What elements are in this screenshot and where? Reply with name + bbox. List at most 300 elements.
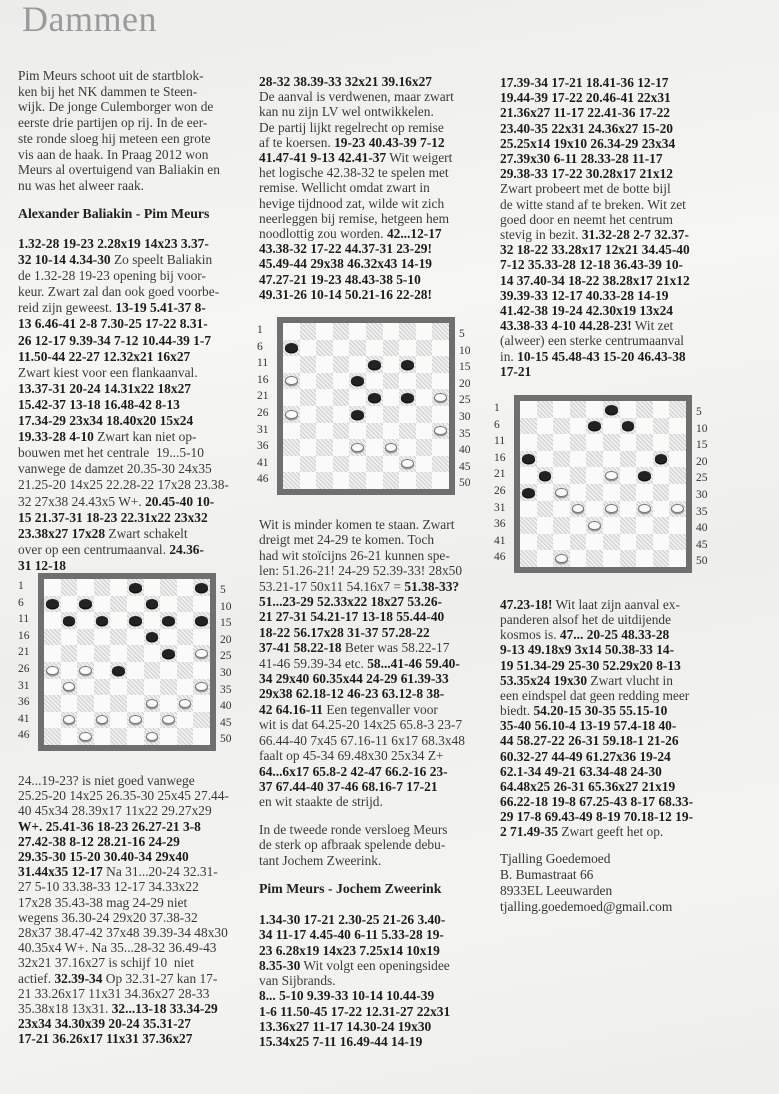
game1-continuation	[259, 74, 454, 302]
light-square	[620, 434, 637, 451]
square-number-label: 25	[220, 650, 232, 663]
light-square	[283, 323, 300, 340]
dark-square	[366, 423, 383, 440]
light-square	[144, 712, 161, 729]
dark-square	[416, 439, 433, 456]
white-piece	[285, 376, 298, 385]
commentary-text: Wit is minder komen te staan. Zwart dreigt met 24-29 te komen. Toch had wit stoïcijns 26-21 kunnen spe- len: 51.26-21! 24-29 52.39-33! 28x50 53.21-17 50x11 54.16x7 =	[259, 517, 463, 594]
black-piece	[162, 649, 175, 658]
light-square	[653, 467, 670, 484]
black-piece	[351, 410, 364, 419]
dark-square	[333, 356, 350, 373]
white-piece	[588, 521, 601, 530]
light-square	[399, 373, 416, 390]
white-piece	[555, 488, 568, 497]
light-square	[620, 401, 637, 418]
dark-square	[44, 695, 61, 712]
dark-square	[653, 418, 670, 435]
light-square	[110, 645, 127, 662]
light-square	[366, 439, 383, 456]
light-square	[432, 472, 449, 489]
dark-square	[349, 472, 366, 489]
game1-moves	[18, 236, 229, 574]
light-square	[160, 629, 177, 646]
light-square	[283, 389, 300, 406]
square-number-label: 26	[18, 663, 30, 675]
black-piece	[46, 599, 59, 608]
light-square	[144, 579, 161, 596]
light-square	[61, 728, 78, 745]
author-city: 8933EL Leeuwarden	[500, 883, 613, 898]
commentary-text: Zo speelt Baliakin de 1.32-28 19-23 opening bij voor- keur. Zwart zal dan ook goed voorbe- reid zijn geweest.	[18, 252, 220, 316]
light-square	[553, 401, 570, 418]
light-square	[316, 356, 333, 373]
move-notation: 19-23 40.43-39 7-12 41.47-41 9-13 42.41-37	[259, 134, 445, 166]
square-number-label: 30	[220, 667, 232, 679]
light-square	[177, 612, 194, 629]
light-square	[636, 451, 653, 468]
light-square	[127, 596, 144, 613]
game2-continuation	[500, 75, 690, 379]
light-square	[603, 517, 620, 534]
light-square	[283, 456, 300, 473]
commentary-text: Zwart schakelt over op een centrumaanval.	[18, 525, 188, 557]
black-piece	[162, 616, 175, 625]
commentary-text: Pim Meurs schoot uit de startblok- ken bij het NK dammen te Steen- wijk. De jonge Culemborger won de eerste drie partijen op rij. In de eer- ste ronde sloeg hij meteen een grote vis aan de haak. In Praag 2012 won Meurs al overtuigend van Baliakin en nu was het alweer raak.	[18, 68, 220, 193]
light-square	[636, 517, 653, 534]
square-number-label: 40	[696, 522, 708, 535]
dark-square	[653, 517, 670, 534]
square-number-label: 50	[696, 555, 708, 568]
move-notation: 54.20-15 30-35 55.15-10 35-40 56.10-4 13-19 57.4-18 40- 44 58.27-22 26-31 59.18-1 21-26 60.32-27 44-49 61.27x36 19-24 62.1-34 49-21 63.34-48 24-30 64.48x25 26-31 65.36x27 21x19 66.22-18 19-8 67.25-43 8-17 68.33- 29 17-8 69.43-49 8-19 70.18-12 19- 2 71.49-35	[500, 703, 694, 840]
dark-square	[620, 550, 637, 567]
light-square	[300, 340, 317, 357]
black-piece	[195, 616, 208, 625]
dark-square	[603, 534, 620, 551]
light-square	[316, 389, 333, 406]
square-number-label: 1	[494, 402, 500, 414]
light-square	[399, 472, 416, 489]
dark-square	[160, 679, 177, 696]
dark-square	[586, 451, 603, 468]
light-square	[603, 484, 620, 501]
dark-square	[537, 401, 554, 418]
white-piece	[605, 471, 618, 480]
light-square	[44, 579, 61, 596]
commentary-text: Zwart geeft het op.	[558, 824, 664, 840]
light-square	[333, 406, 350, 423]
light-square	[144, 612, 161, 629]
white-piece	[195, 649, 208, 658]
light-square	[366, 406, 383, 423]
light-square	[160, 695, 177, 712]
square-number-label: 21	[494, 468, 506, 481]
light-square	[383, 323, 400, 340]
square-number-label: 31	[494, 501, 506, 514]
white-piece	[605, 504, 618, 513]
light-square	[653, 534, 670, 551]
white-piece	[638, 504, 651, 513]
dark-square	[300, 456, 317, 473]
light-square	[520, 467, 537, 484]
light-square	[653, 434, 670, 451]
dark-square	[300, 389, 317, 406]
light-square	[127, 695, 144, 712]
dark-square	[77, 695, 94, 712]
black-piece	[368, 393, 381, 402]
square-number-label: 10	[459, 344, 471, 357]
dark-square	[94, 679, 111, 696]
light-square	[193, 629, 210, 646]
white-piece	[285, 410, 298, 419]
dark-square	[432, 323, 449, 340]
dark-square	[77, 629, 94, 646]
light-square	[570, 517, 587, 534]
light-square	[603, 451, 620, 468]
light-square	[333, 472, 350, 489]
square-number-label: 45	[696, 538, 708, 551]
square-number-label: 40	[459, 444, 471, 457]
light-square	[127, 728, 144, 745]
light-square	[537, 484, 554, 501]
game1-heading: Alexander Baliakin - Pim Meurs	[18, 206, 210, 221]
draughts-board	[38, 573, 216, 751]
move-notation: 32.39-34	[54, 970, 103, 986]
move-notation: 64...6x17 65.8-2 42-47 66.2-16 23- 37 67.44-40 37-46 68.16-7 17-21	[259, 763, 448, 794]
light-square	[520, 434, 537, 451]
black-piece	[522, 488, 535, 497]
light-square	[399, 439, 416, 456]
dark-square	[349, 340, 366, 357]
light-square	[553, 434, 570, 451]
dark-square	[61, 579, 78, 596]
square-number-label: 5	[459, 328, 465, 340]
light-square	[416, 456, 433, 473]
square-number-label: 41	[257, 456, 269, 469]
game2-moves	[259, 912, 450, 1050]
dark-square	[399, 423, 416, 440]
black-piece	[195, 583, 208, 592]
dark-square	[110, 596, 127, 613]
square-number-label: 11	[494, 435, 506, 448]
dark-square	[316, 406, 333, 423]
square-number-label: 15	[696, 439, 708, 452]
light-square	[570, 451, 587, 468]
dark-square	[160, 579, 177, 596]
dark-square	[61, 645, 78, 662]
move-notation: 20.45-40 10- 15 21.37-31 18-23 22.31x22 23x32 23.38x27 17x28	[18, 493, 215, 541]
dark-square	[603, 434, 620, 451]
dark-square	[416, 340, 433, 357]
light-square	[61, 629, 78, 646]
light-square	[94, 728, 111, 745]
square-number-label: 46	[494, 551, 506, 564]
author-street: B. Bumastraat 66	[500, 867, 594, 882]
move-notation: 1.32-28 19-23 2.28x19 14x23 3.37- 32 10-14 4.34-30	[18, 236, 209, 268]
light-square	[77, 679, 94, 696]
commentary-text: De aanval is verdwenen, maar zwart kan nu zijn LV wel ontwikkelen. De partij lijkt regelrecht op remise af te koersen.	[259, 89, 454, 150]
square-number-label: 6	[18, 596, 24, 609]
light-square	[300, 373, 317, 390]
light-square	[620, 501, 637, 518]
light-square	[520, 501, 537, 518]
square-number-label: 46	[18, 729, 30, 742]
dark-square	[620, 451, 637, 468]
square-number-label: 35	[220, 683, 232, 696]
black-piece	[368, 360, 381, 369]
square-number-label: 36	[494, 518, 506, 531]
dark-square	[44, 629, 61, 646]
author-name: Tjalling Goedemoed	[500, 851, 611, 866]
light-square	[570, 418, 587, 435]
dark-square	[300, 423, 317, 440]
black-piece	[129, 583, 142, 592]
light-square	[586, 401, 603, 418]
square-number-label: 30	[696, 489, 708, 501]
game1-analysis	[18, 773, 229, 1047]
black-piece	[285, 343, 298, 352]
light-square	[349, 356, 366, 373]
dark-square	[383, 472, 400, 489]
author-email[interactable]: tjalling.goedemoed@gmail.com	[500, 899, 673, 914]
white-piece	[79, 732, 92, 741]
dark-square	[366, 323, 383, 340]
light-square	[383, 389, 400, 406]
dark-square	[283, 439, 300, 456]
dark-square	[653, 484, 670, 501]
move-notation: 42...12-17 43.38-32 17-22 44.37-31 23-29! 45.49-44 29x38 46.32x43 14-19 47.27-21 19-23 48.43-38 5-10 49.31-26 10-14 50.21-16 22-28!	[259, 226, 442, 302]
commentary-text: Zwart kiest voor een flankaanval.	[18, 364, 198, 380]
square-number-label: 45	[220, 716, 232, 729]
square-number-label: 41	[18, 712, 30, 725]
dark-square	[144, 662, 161, 679]
light-square	[193, 695, 210, 712]
black-piece	[401, 360, 414, 369]
game1-ending	[259, 517, 465, 810]
square-number-label: 20	[459, 377, 471, 390]
black-piece	[129, 616, 142, 625]
light-square	[669, 550, 686, 567]
light-square	[333, 340, 350, 357]
move-notation: 32...13-18 33.34-29 23x34 34.30x39 20-24 35.31-27 17-21 36.26x17 11x31 37.36x27	[18, 1001, 218, 1047]
dark-square	[620, 517, 637, 534]
dark-square	[553, 517, 570, 534]
black-piece	[539, 471, 552, 480]
light-square	[94, 695, 111, 712]
light-square	[537, 451, 554, 468]
dark-square	[636, 401, 653, 418]
dark-square	[586, 484, 603, 501]
dark-square	[416, 373, 433, 390]
light-square	[586, 434, 603, 451]
move-notation: 8... 5-10 9.39-33 10-14 10.44-39 1-6 11.50-45 17-22 12.31-27 22x31 13.36x27 11-17 14.30-24 19x30 15.34x25 7-11 16.49-44 14-19	[259, 988, 451, 1050]
white-piece	[129, 715, 142, 724]
light-square	[349, 423, 366, 440]
dark-square	[570, 401, 587, 418]
dark-square	[333, 389, 350, 406]
light-square	[570, 550, 587, 567]
light-square	[300, 439, 317, 456]
square-number-label: 50	[220, 733, 232, 746]
square-number-label: 11	[257, 357, 269, 370]
light-square	[193, 662, 210, 679]
light-square	[160, 728, 177, 745]
light-square	[349, 389, 366, 406]
light-square	[177, 679, 194, 696]
light-square	[127, 662, 144, 679]
white-piece	[555, 554, 568, 563]
move-notation: 51.38-33? 51...23-29 52.33x22 18x27 53.26- 21 27-31 54.21-17 13-18 55.44-40 18-22 56.17x28 31-37 57.28-22 37-41 58.22-18	[259, 578, 460, 656]
dark-square	[333, 323, 350, 340]
commentary-text: Wit zet (alweer) een sterke centrumaanval in.	[500, 318, 685, 364]
dark-square	[316, 373, 333, 390]
light-square	[399, 406, 416, 423]
game2-heading: Pim Meurs - Jochem Zweerink	[259, 881, 442, 896]
light-square	[399, 340, 416, 357]
light-square	[193, 728, 210, 745]
dark-square	[399, 323, 416, 340]
dark-square	[316, 340, 333, 357]
dark-square	[570, 467, 587, 484]
dark-square	[383, 406, 400, 423]
dark-square	[669, 434, 686, 451]
dark-square	[283, 472, 300, 489]
commentary-text: en wit staakte de strijd.	[259, 794, 383, 810]
dark-square	[669, 467, 686, 484]
light-square	[144, 645, 161, 662]
square-number-label: 30	[459, 411, 471, 423]
commentary-text: 24...19-23? is niet goed vanwege 25.25-20 14x25 26.35-30 25x45 27.44- 40 45x34 28.39x17 11x22 29.27x29	[18, 773, 229, 819]
light-square	[193, 596, 210, 613]
light-square	[177, 645, 194, 662]
light-square	[300, 472, 317, 489]
move-notation: 31.32-28 2-7 32.37- 32 18-22 33.28x17 12x21 34.45-40 7-12 35.33-28 12-18 36.43-39 10- 14 37.40-34 18-22 38.28x17 21x12 39.39-33 12-17 40.33-28 14-19 41.42-38 19-24 42.30x19 13x24 43.38-33 4-10 44.28-23!	[500, 227, 690, 334]
light-square	[177, 712, 194, 729]
dark-square	[193, 712, 210, 729]
commentary-text: Wit weigert het logische 42.38-32 te spelen met remise. Wellicht omdat zwart in hevige tijdnood zat, wilde wit zich neerleggen bij remise, hetgeen hem noodlottig zou worden.	[259, 150, 453, 242]
light-square	[669, 418, 686, 435]
light-square	[537, 418, 554, 435]
dark-square	[110, 629, 127, 646]
light-square	[144, 679, 161, 696]
light-square	[653, 401, 670, 418]
commentary-text: In de tweede ronde versloeg Meurs de sterk op afbraak spelende debu- tant Jochem Zweerink.	[259, 822, 448, 868]
square-number-label: 46	[257, 473, 269, 486]
dark-square	[94, 579, 111, 596]
light-square	[127, 629, 144, 646]
dark-square	[669, 401, 686, 418]
light-square	[553, 534, 570, 551]
round2-paragraph	[259, 822, 448, 868]
light-square	[570, 484, 587, 501]
light-square	[77, 579, 94, 596]
light-square	[520, 534, 537, 551]
dark-square	[316, 472, 333, 489]
light-square	[316, 323, 333, 340]
light-square	[316, 423, 333, 440]
light-square	[333, 439, 350, 456]
light-square	[366, 340, 383, 357]
square-number-label: 16	[257, 373, 269, 386]
light-square	[586, 501, 603, 518]
light-square	[283, 356, 300, 373]
move-notation: 47.23-18!	[500, 597, 553, 612]
dark-square	[432, 356, 449, 373]
white-piece	[79, 666, 92, 675]
square-number-label: 5	[220, 584, 226, 596]
square-number-label: 16	[494, 451, 506, 464]
square-number-label: 10	[220, 600, 232, 613]
light-square	[553, 501, 570, 518]
light-square	[77, 712, 94, 729]
square-number-label: 45	[459, 460, 471, 473]
dark-square	[383, 340, 400, 357]
game2-ending	[500, 597, 693, 840]
light-square	[177, 579, 194, 596]
commentary-text: Zwart probeert met de botte bijl de witte stand af te breken. Wit zet goed door en neemt het centrum stevig in bezit.	[500, 181, 686, 243]
dark-square	[94, 645, 111, 662]
light-square	[537, 550, 554, 567]
light-square	[61, 662, 78, 679]
commentary-text: Zwart vlucht in een eindspel dat geen redding meer biedt.	[500, 672, 690, 719]
dark-square	[570, 534, 587, 551]
square-number-label: 11	[18, 613, 30, 626]
move-notation: 17.39-34 17-21 18.41-36 12-17 19.44-39 17-22 20.46-41 22x31 21.36x27 11-17 22.41-36 17-22 23.40-35 22x31 24.36x27 15-20 25.25x14 19x10 26.34-29 23x34 27.39x30 6-11 28.33-28 11-17 29.38-33 17-22 30.28x17 21x12	[500, 75, 676, 182]
light-square	[333, 373, 350, 390]
dark-square	[570, 434, 587, 451]
square-number-label: 15	[459, 361, 471, 374]
light-square	[416, 323, 433, 340]
light-square	[620, 534, 637, 551]
dark-square	[110, 728, 127, 745]
light-square	[366, 373, 383, 390]
light-square	[653, 501, 670, 518]
square-number-label: 25	[696, 472, 708, 485]
dark-square	[520, 550, 537, 567]
light-square	[94, 629, 111, 646]
dark-square	[553, 418, 570, 435]
light-square	[110, 712, 127, 729]
light-square	[383, 456, 400, 473]
light-square	[300, 406, 317, 423]
light-square	[669, 451, 686, 468]
commentary-text: Wit laat zijn aanval ex- panderen alsof het de uitdijende kosmos is.	[500, 597, 680, 643]
light-square	[94, 662, 111, 679]
square-number-label: 26	[494, 485, 506, 497]
square-number-label: 26	[257, 407, 269, 419]
dark-square	[520, 517, 537, 534]
light-square	[636, 550, 653, 567]
dark-square	[316, 439, 333, 456]
square-number-label: 50	[459, 477, 471, 490]
square-number-label: 16	[18, 629, 30, 642]
move-notation: 10-15 45.48-43 15-20 46.43-38 17-21	[500, 348, 686, 379]
light-square	[432, 340, 449, 357]
dark-square	[553, 451, 570, 468]
square-number-label: 31	[257, 423, 269, 436]
dark-square	[432, 456, 449, 473]
move-notation: 58...41-46 59.40- 34 29x40 60.35x44 24-29 61.39-33 29x38 62.18-12 46-23 63.12-8 38- 42 64.16-11	[259, 655, 460, 717]
light-square	[636, 418, 653, 435]
dark-square	[636, 434, 653, 451]
square-number-label: 40	[220, 700, 232, 713]
light-square	[636, 484, 653, 501]
dark-square	[127, 645, 144, 662]
square-number-label: 6	[257, 340, 263, 353]
dark-square	[177, 662, 194, 679]
square-number-label: 36	[257, 440, 269, 453]
dark-square	[177, 629, 194, 646]
